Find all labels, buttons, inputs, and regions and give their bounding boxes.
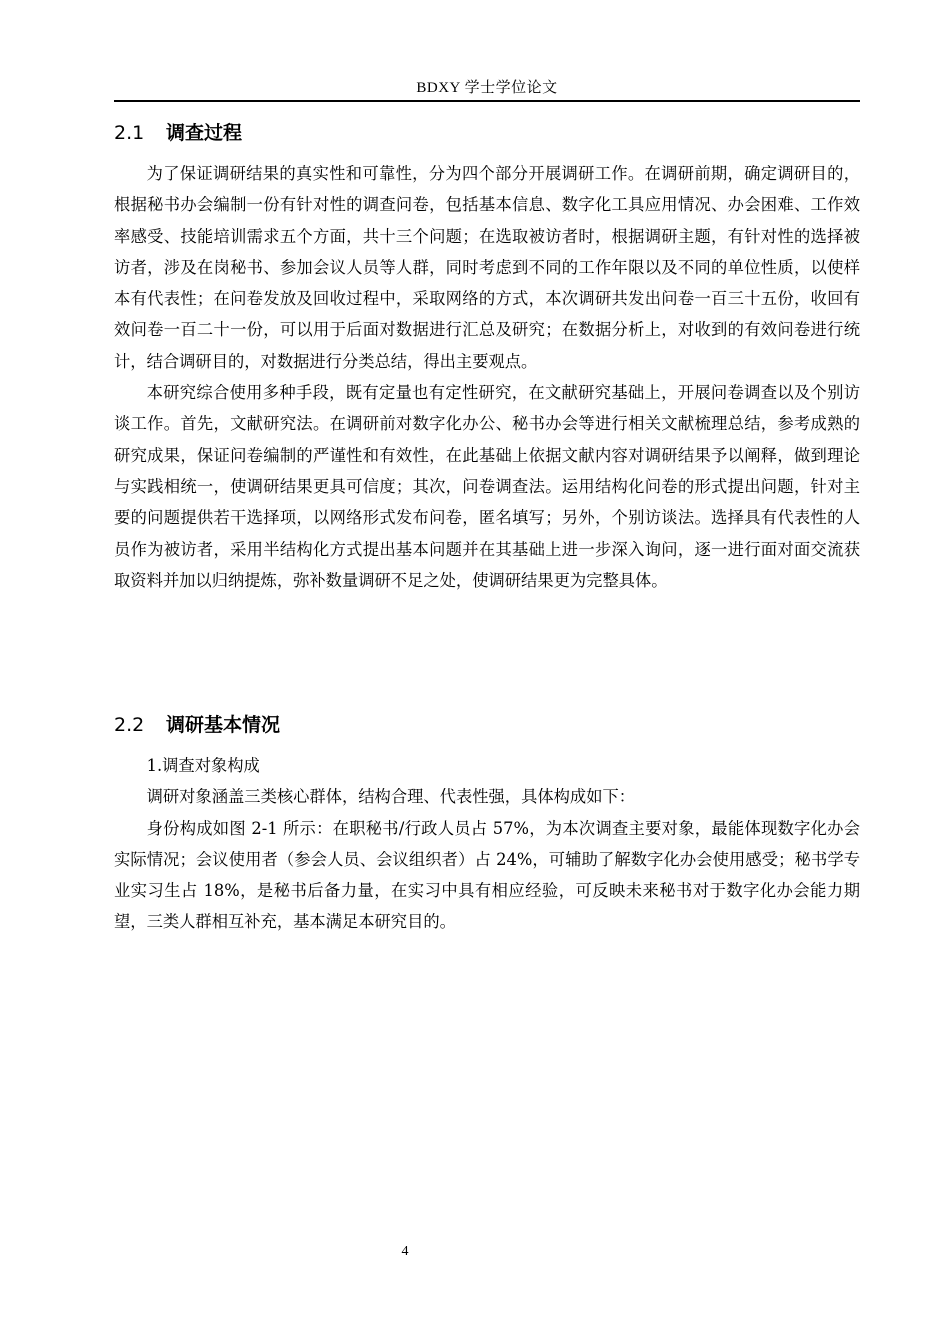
section-heading-2-1 (114, 118, 860, 145)
paragraph: 本研究综合使用多种手段，既有定量也有定性研究，在文献研究基础上，开展问卷调查以及个别访谈工作。首先，文献研究法。在调研前对数字化办公、秘书办会等进行相关文献梳理总结，参考成熟的研究成果，保证问卷编制的严谨性和有效性，在此基础上依据文献内容对调研结果予以阐释，做到理论与实践相统一，使调研结果更具可信度；其次，问卷调查法。运用结构化问卷的形式提出问题，针对主要的问题提供若干选择项，以网络形式发布问卷，匿名填写；另外，个别访谈法。选择具有代表性的人员作为被访者，采用半结构化方式提出基本问题并在其基础上进一步深入询问，逐一进行面对面交流获取资料并加以归纳提炼，弥补数量调研不足之处，使调研结果更为完整具体。 (114, 383, 860, 590)
page-number: 4 (401, 1244, 409, 1259)
header-rule (114, 100, 860, 102)
subheading: 1.调查对象构成 (146, 756, 260, 775)
running-header: BDXY 学士学位论文 (416, 80, 558, 96)
paragraph: 为了保证调研结果的真实性和可靠性，分为四个部分开展调研工作。在调研前期，确定调研目的，根据秘书办会编制一份有针对性的调查问卷，包括基本信息、数字化工具应用情况、办会困难、工作效率感受、技能培训需求五个方面，共十三个问题；在选取被访者时，根据调研主题，有针对性的选择被访者，涉及在岗秘书、参加会议人员等人群，同时考虑到不同的工作年限以及不同的单位性质，以使样本有代表性；在问卷发放及回收过程中，采取网络的方式，本次调研共发出问卷一百三十五份，收回有效问卷一百二十一份，可以用于后面对数据进行汇总及研究；在数据分析上，对收到的有效问卷进行统计，结合调研目的，对数据进行分类总结，得出主要观点。 (114, 164, 860, 371)
section-body-2-2 (114, 750, 860, 938)
paragraph: 调研对象涵盖三类核心群体，结构合理、代表性强，具体构成如下： (146, 787, 636, 807)
section-heading-2-2 (114, 710, 860, 737)
section-number: 2.2 (114, 714, 145, 736)
section-body-2-1 (114, 158, 860, 596)
section-title: 调研基本情况 (166, 714, 281, 736)
paragraph: 身份构成如图 2-1 所示：在职秘书/行政人员占 57%，为本次调查主要对象，最能体现数字化办会实际情况；会议使用者（参会人员、会议组织者）占 24%，可辅助了解数字化办会使用感受；秘书学专业实习生占 18%，是秘书后备力量，在实习中具有相应经验，可反映未来秘书对于数字化办会能力期望，三类人群相互补充，基本满足本研究目的。 (114, 818, 860, 932)
section-number: 2.1 (114, 122, 145, 144)
section-title: 调查过程 (166, 122, 243, 144)
